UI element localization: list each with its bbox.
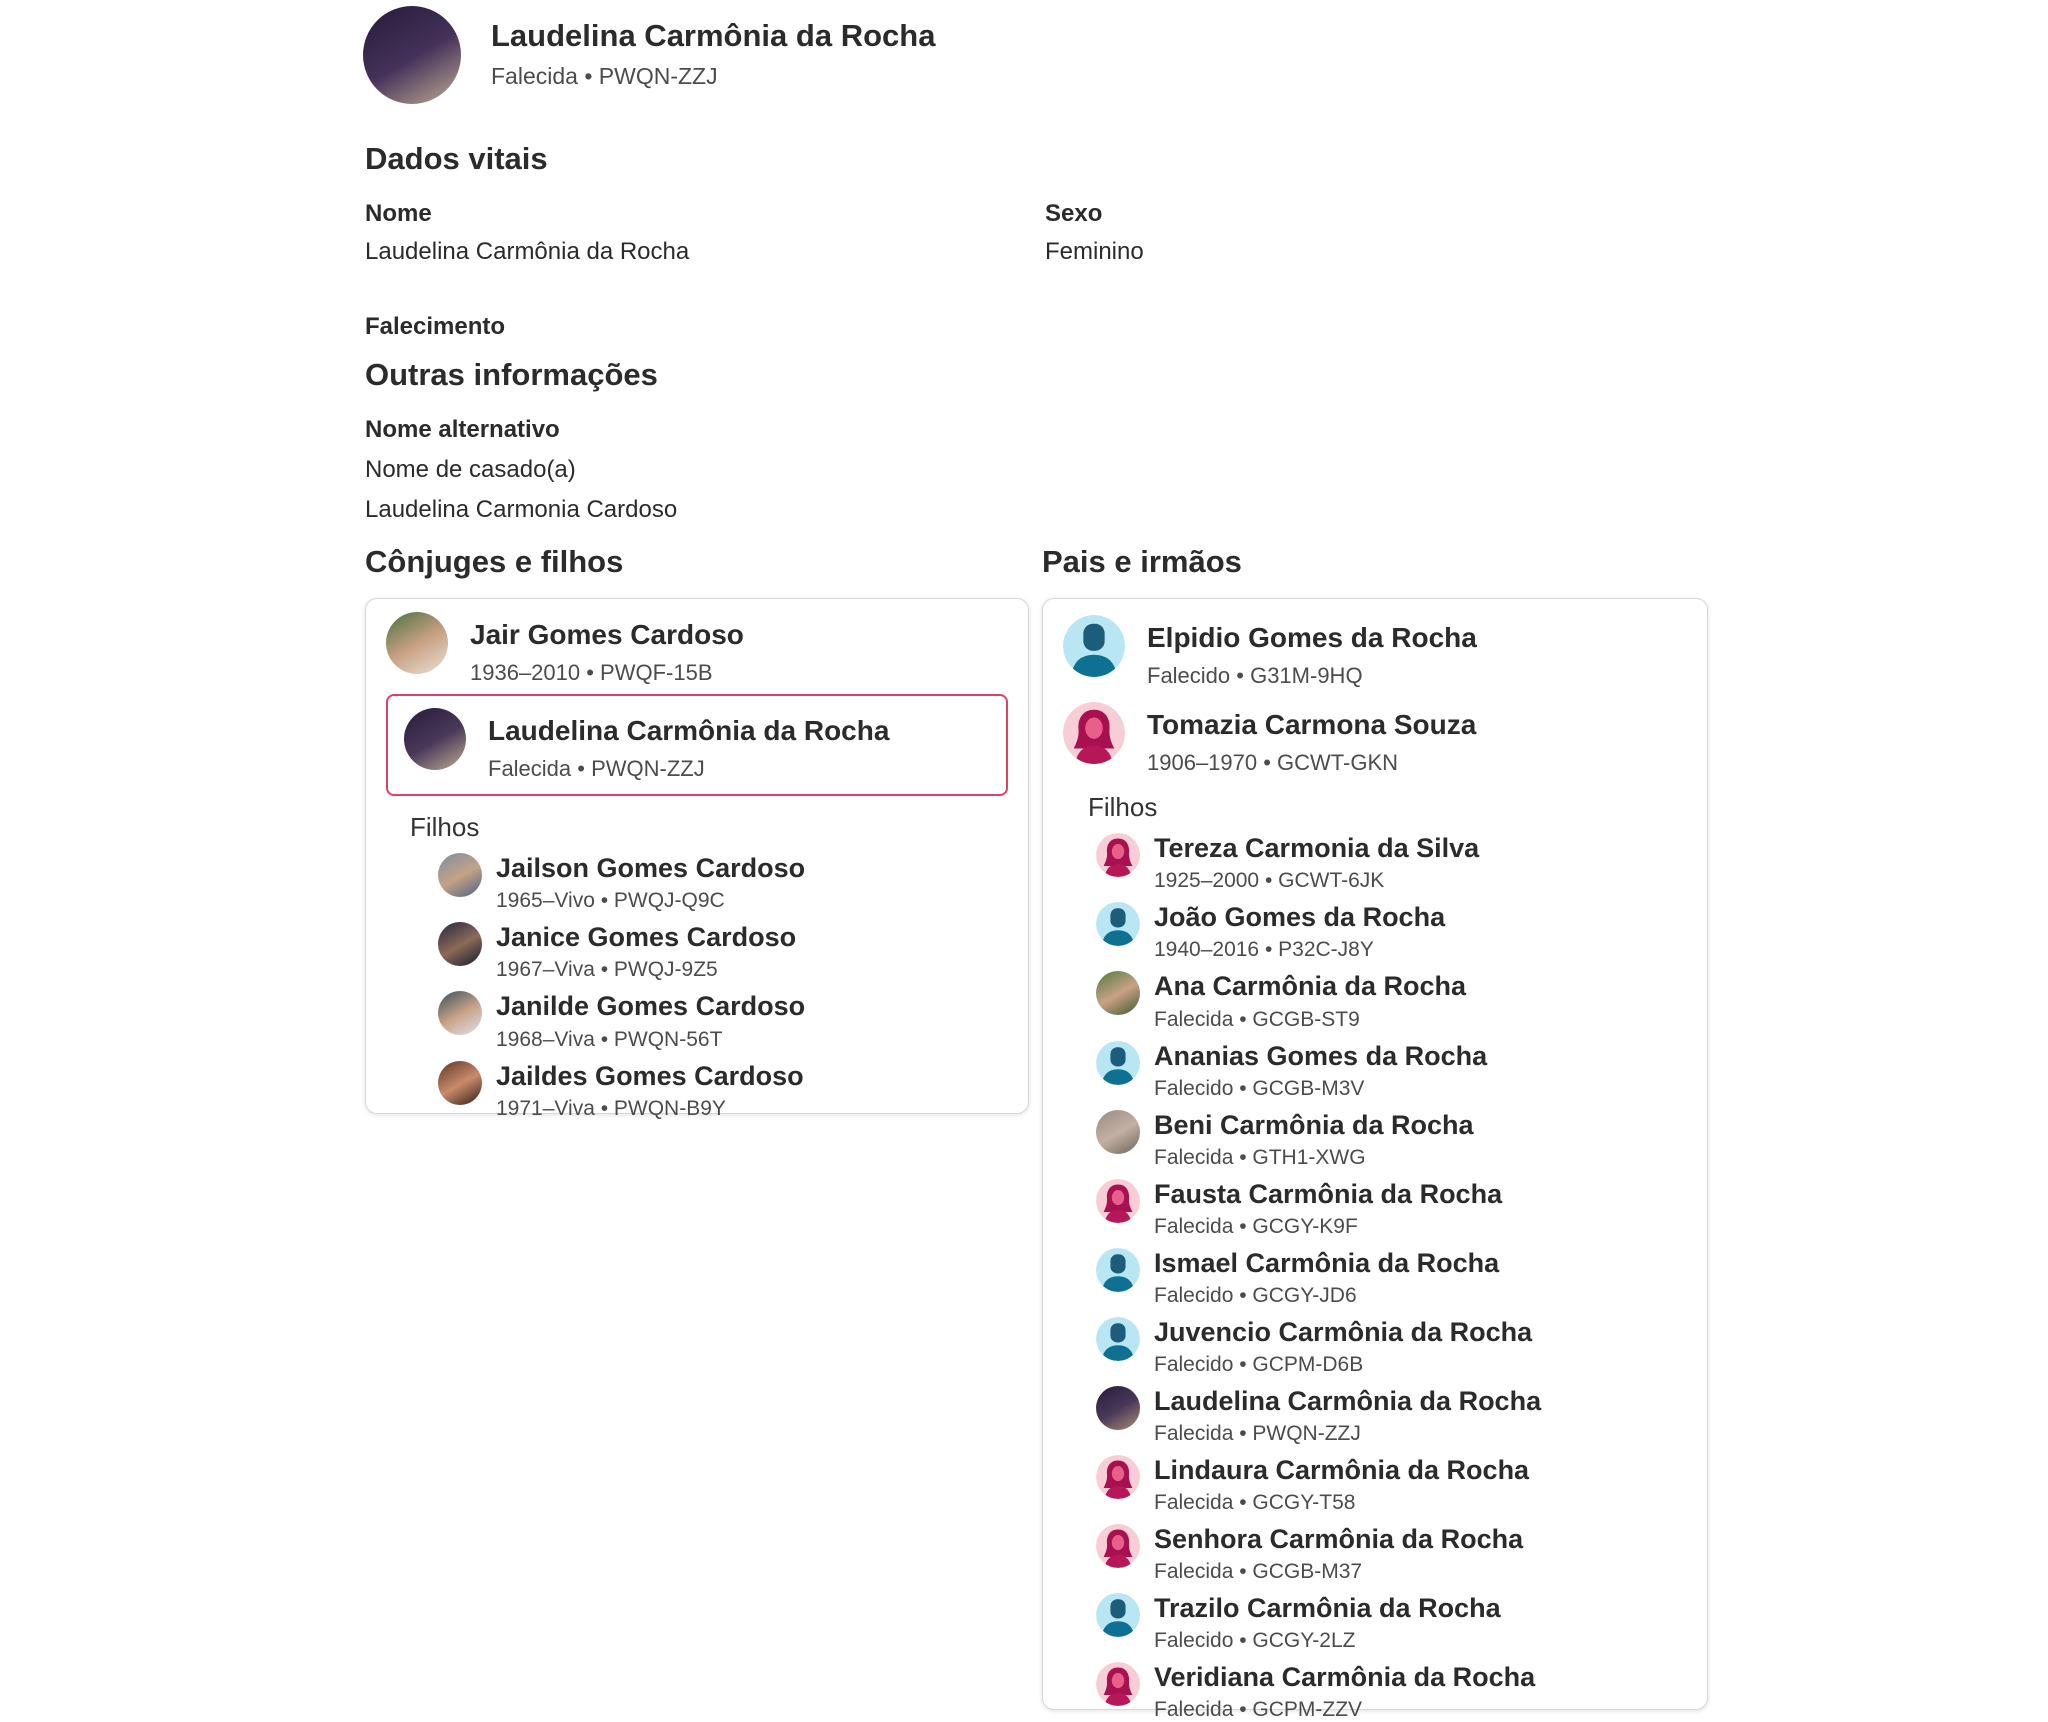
person-photo-avatar [438,853,482,897]
person-lifespan-id: 1940–2016 • P32C-J8Y [1154,938,1374,962]
parents-card [1042,598,1708,1721]
person-row[interactable] [1063,615,1687,689]
person-row[interactable] [1096,1386,1687,1446]
spouses-card [365,598,1029,1120]
person-lifespan-id: Falecido • G31M-9HQ [1147,663,1363,689]
person-portrait-avatar[interactable] [363,6,461,104]
person-lifespan-id: 1965–Vivo • PWQJ-Q9C [496,889,725,913]
person-row[interactable] [1096,1179,1687,1239]
person-name: Jailson Gomes Cardoso [496,853,806,884]
person-lifespan-id: 1936–2010 • PWQF-15B [470,660,713,686]
person-row[interactable] [1096,1524,1687,1584]
person-photo-avatar [1096,1386,1140,1430]
male-silhouette-icon [1096,1593,1140,1637]
female-silhouette-icon [1096,1179,1140,1223]
male-silhouette-icon [1096,902,1140,946]
parents-rows-slot [1063,615,1687,776]
sex-field-label: Sexo [1045,200,1103,228]
person-lifespan-id: Falecido • GCGY-2LZ [1154,1628,1356,1652]
name-field-value[interactable]: Laudelina Carmônia da Rocha [365,237,690,265]
person-name: Laudelina Carmônia da Rocha [1154,1385,1542,1416]
female-silhouette-icon [1096,833,1140,877]
person-lifespan-id: Falecida • GCGB-ST9 [1154,1007,1360,1031]
person-name: Ana Carmônia da Rocha [1154,971,1467,1002]
person-name: Juvencio Carmônia da Rocha [1154,1316,1533,1347]
person-photo-avatar [1096,971,1140,1015]
person-name: Janice Gomes Cardoso [496,922,797,953]
person-row[interactable] [1096,1317,1687,1377]
person-name: Tereza Carmonia da Silva [1154,833,1480,864]
person-photo-avatar [386,612,448,674]
person-name: Ananias Gomes da Rocha [1154,1040,1488,1071]
person-name: Veridiana Carmônia da Rocha [1154,1661,1536,1692]
person-name: Trazilo Carmônia da Rocha [1154,1592,1501,1623]
person-photo-avatar [1096,1110,1140,1154]
person-lifespan-id: Falecida • GCGB-M37 [1154,1559,1363,1583]
person-row[interactable] [438,1061,1008,1121]
male-silhouette-icon [1096,1041,1140,1085]
person-name: João Gomes da Rocha [1154,902,1446,933]
person-lifespan-id: Falecido • GCGB-M3V [1154,1076,1365,1100]
person-lifespan-id: Falecida • PWQN-ZZJ [1154,1421,1361,1445]
person-row[interactable] [1096,1041,1687,1101]
person-name: Lindaura Carmônia da Rocha [1154,1454,1530,1485]
person-row[interactable] [1096,833,1687,893]
person-photo-avatar [438,1061,482,1105]
person-photo-avatar [404,708,466,770]
person-name: Janilde Gomes Cardoso [496,991,806,1022]
spouses-section-heading: Cônjuges e filhos [365,544,624,579]
female-silhouette-icon [1096,1455,1140,1499]
person-name: Tomazia Carmona Souza [1147,709,1477,741]
person-name: Fausta Carmônia da Rocha [1154,1178,1503,1209]
person-row[interactable] [1096,1455,1687,1515]
person-row[interactable] [1063,702,1687,776]
person-photo-avatar [438,922,482,966]
alt-name-label: Nome alternativo [365,416,560,444]
siblings-label: Filhos [1088,792,1158,823]
alt-name-value[interactable]: Laudelina Carmonia Cardoso [365,495,678,523]
person-row[interactable] [438,922,1008,982]
person-row[interactable] [1096,1110,1687,1170]
person-row[interactable] [438,991,1008,1051]
female-silhouette-icon [1096,1662,1140,1706]
person-lifespan-id: 1967–Viva • PWQJ-9Z5 [496,958,718,982]
person-row[interactable] [386,612,1008,686]
person-lifespan-id: Falecida • GTH1-XWG [1154,1145,1366,1169]
person-lifespan-id: 1971–Viva • PWQN-B9Y [496,1096,726,1120]
person-row[interactable] [1096,1662,1687,1722]
person-lifespan-id: Falecida • GCGY-K9F [1154,1214,1358,1238]
female-silhouette-icon [1096,1524,1140,1568]
children-label: Filhos [410,812,480,843]
person-lifespan-id: Falecida • GCGY-T58 [1154,1490,1356,1514]
person-lifespan-id: Falecido • GCGY-JD6 [1154,1283,1357,1307]
person-name: Laudelina Carmônia da Rocha [488,715,890,747]
person-row[interactable] [438,853,1008,913]
person-row[interactable] [1096,1593,1687,1653]
vitals-heading: Dados vitais [365,141,548,176]
female-silhouette-icon [1063,702,1125,764]
person-name: Jair Gomes Cardoso [470,619,744,650]
siblings-list [1096,833,1687,1722]
parents-section-heading: Pais e irmãos [1042,544,1242,579]
person-photo-avatar [438,991,482,1035]
person-row[interactable] [1096,971,1687,1031]
person-lifespan-id: Falecido • GCPM-D6B [1154,1352,1364,1376]
person-status-id: Falecida • PWQN-ZZJ [491,62,718,89]
person-header [363,6,935,104]
male-silhouette-icon [1096,1317,1140,1361]
death-field-label: Falecimento [365,312,506,340]
person-lifespan-id: 1968–Viva • PWQN-56T [496,1027,723,1051]
person-row[interactable] [404,708,990,782]
male-silhouette-icon [1063,615,1125,677]
person-lifespan-id: Falecida • PWQN-ZZJ [488,756,705,782]
other-info-section [365,358,1165,525]
person-name: Beni Carmônia da Rocha [1154,1109,1474,1140]
person-name: Ismael Carmônia da Rocha [1154,1247,1500,1278]
children-list [438,853,1008,1120]
spouse-row-slot [386,612,1008,686]
focus-person-box[interactable] [386,694,1008,796]
vitals-section [365,142,1565,341]
alt-name-type[interactable]: Nome de casado(a) [365,455,576,483]
other-info-heading: Outras informações [365,357,658,392]
person-row[interactable] [1096,1248,1687,1308]
person-row[interactable] [1096,902,1687,962]
name-field-label: Nome [365,200,432,228]
person-lifespan-id: 1906–1970 • GCWT-GKN [1147,750,1399,776]
person-lifespan-id: 1925–2000 • GCWT-6JK [1154,869,1385,893]
person-name: Elpidio Gomes da Rocha [1147,622,1477,653]
person-lifespan-id: Falecida • GCPM-ZZV [1154,1697,1363,1721]
page-title: Laudelina Carmônia da Rocha [491,18,936,53]
person-name: Jaildes Gomes Cardoso [496,1060,804,1091]
male-silhouette-icon [1096,1248,1140,1292]
sex-field-value[interactable]: Feminino [1045,237,1144,265]
person-name: Senhora Carmônia da Rocha [1154,1523,1524,1554]
